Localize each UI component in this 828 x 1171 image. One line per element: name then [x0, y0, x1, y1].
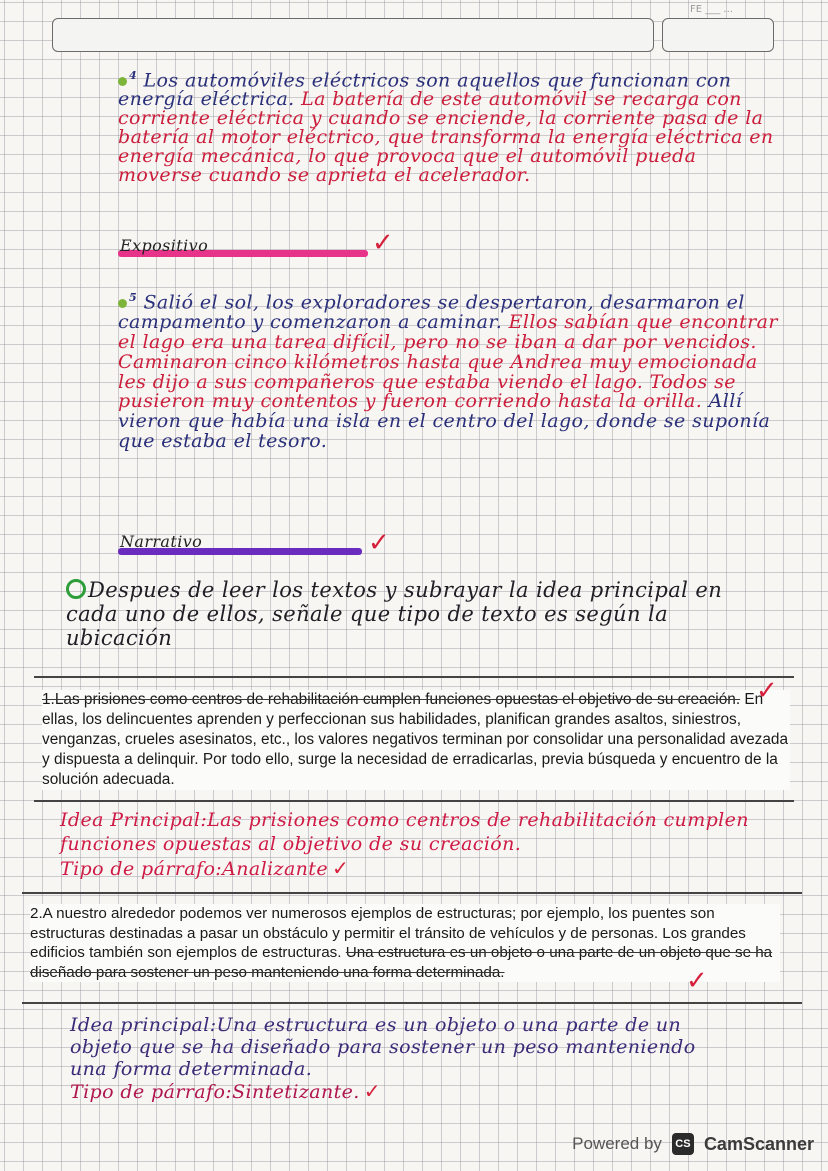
bullet-dot-icon	[118, 299, 127, 308]
tipo-parrafo-text: Analizante	[222, 858, 328, 880]
answer-1	[60, 808, 750, 881]
instruction-text: Despues de leer los textos y subrayar la idea principal en cada uno de ellos, señale que tipo de texto es según la ubicación	[66, 578, 723, 650]
paragraph-4	[118, 66, 786, 185]
header-corner-mark: FE ___ ...	[690, 4, 733, 15]
tipo-parrafo-label: Tipo de párrafo:	[60, 858, 223, 880]
underlined-main-idea: Una estructura es un objeto o una parte de un objeto que se ha diseñado para sostener un peso manteniendo una forma determinada.	[30, 944, 773, 981]
checkmark-icon: ✓	[368, 528, 390, 558]
paragraph-body: En ellas, los delincuentes aprenden y perfeccionan sus habilidades, planifican grandes asaltos, siniestros, venganzas, crueles asesinatos, etc., los valores negativos terminan por consolidar una personalidad avezada y dispuesta a delinquir. Por todo ello, surge la necesidad de erradicarlas, previa búsqueda y encuentro de la solución adecuada.	[42, 691, 789, 788]
type-label-expositivo: Expositivo	[120, 236, 209, 255]
paragraph-rest-a: Ellos sabían que encontrar el lago era una tarea difícil, pero no se iban a dar por vencidos.	[118, 311, 778, 353]
paragraph-rest: La batería de este automóvil se recarga con corriente eléctrica y cuando se enciende, la corriente pasa de la batería al motor eléctrico, que transforma la energía eléctrica en energía mecánica, lo que provoca que el automóvil pueda moverse cuando se aprieta el acelerador.	[118, 88, 774, 187]
circle-bullet-icon	[66, 579, 86, 599]
camscanner-brand: CamScanner	[703, 1133, 814, 1154]
divider	[22, 892, 802, 894]
camscanner-footer	[572, 1133, 814, 1155]
paragraph-body: 2.A nuestro alrededor podemos ver numerosos ejemplos de estructuras; por ejemplo, los puentes son estructuras destinadas a pasar un obstáculo y permitir el tránsito de vehículos y de personas. Los grandes edificios también son ejemplos de estructuras.	[30, 905, 746, 961]
camscanner-logo-icon: CS	[672, 1133, 694, 1155]
divider	[22, 1002, 802, 1004]
divider	[34, 800, 794, 802]
checkmark-icon: ✓	[332, 856, 350, 880]
paragraph-rest-d: Allí vieron que había una isla en el centro del lago, donde se suponía que estaba el tesoro.	[118, 390, 771, 452]
idea-principal-label: Idea Principal:	[60, 809, 208, 831]
checkmark-icon: ✓	[372, 228, 394, 258]
bullet-dot-icon	[118, 77, 127, 86]
checkmark-icon: ✓	[686, 966, 708, 996]
header-strip-left	[52, 18, 654, 52]
underlined-main-idea: 1.Las prisiones como centros de rehabilitación cumplen funciones opuestas el objetivo de su creación.	[42, 691, 741, 708]
paragraph-main-idea: Los automóviles eléctricos son aquellos que funcionan con energía eléctrica.	[118, 69, 732, 111]
checkmark-icon: ✓	[756, 676, 778, 706]
instruction	[66, 578, 746, 650]
powered-by-text: Powered by	[572, 1134, 662, 1153]
printed-paragraph-2	[30, 904, 780, 982]
paragraph-rest-b: Caminaron cinco kilómetros hasta que Andrea muy emocionada les dijo a sus compañeros que estaba viendo el lago.	[118, 350, 758, 393]
checkmark-icon: ✓	[363, 1079, 381, 1103]
paragraph-5	[118, 288, 786, 452]
answer-2	[70, 1014, 720, 1103]
paragraph-main-idea: Salió el sol, los exploradores se despertaron, desarmaron el campamento y comenzaron a caminar.	[118, 291, 745, 334]
type-label-narrativo: Narrativo	[120, 532, 203, 551]
paragraph-number: 4	[129, 69, 138, 82]
idea-principal-label: Idea principal:	[70, 1014, 217, 1036]
idea-principal-text: Las prisiones como centros de rehabilitación cumplen funciones opuestas al objetivo de su creación.	[60, 809, 749, 855]
header-strip-right	[662, 18, 774, 52]
idea-principal-text: Una estructura es un objeto o una parte de un objeto que se ha diseñado para sostener un peso manteniendo una forma determinada.	[70, 1014, 696, 1080]
paragraph-rest-c: Todos se pusieron muy contentos y fueron corriendo hasta la orilla.	[118, 370, 736, 413]
divider	[34, 676, 794, 678]
printed-paragraph-1	[42, 690, 790, 790]
tipo-parrafo-text: Sintetizante.	[232, 1081, 360, 1103]
tipo-parrafo-label: Tipo de párrafo:	[70, 1081, 233, 1103]
paragraph-number: 5	[129, 291, 138, 304]
